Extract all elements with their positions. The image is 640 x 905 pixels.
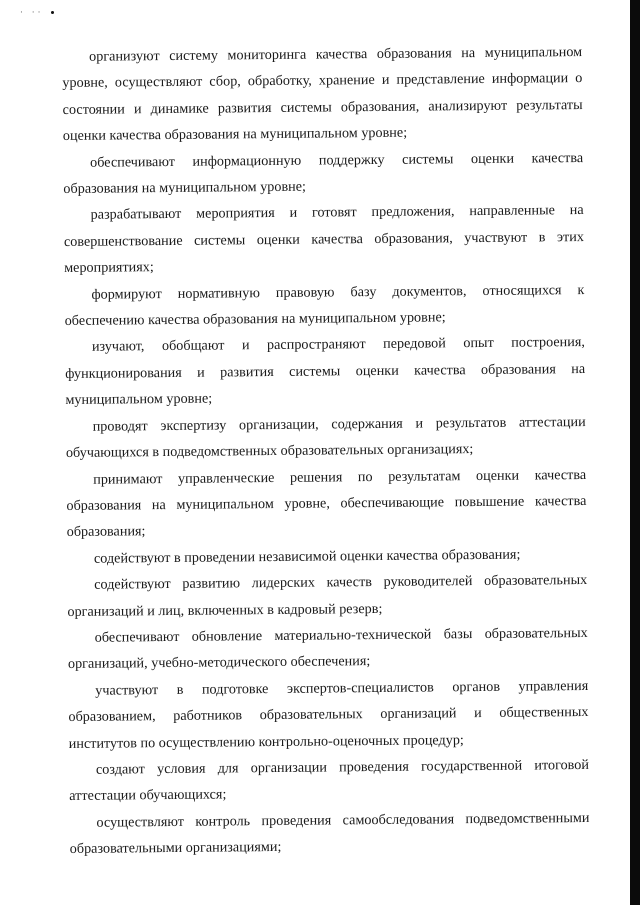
paragraph-2: обеспечивают информационную поддержку системы оценки качества образования на муниципальном уровне; — [63, 149, 584, 198]
paragraph-11: участвуют в подготовке экспертов-специалистов органов управления образованием, работников образовательных организаций и общественных институтов по осуществлению контрольно-оценочных процедур; — [68, 677, 589, 752]
paragraph-13: осуществляют контроль проведения самообследования подведомственными образовательными организациями; — [69, 809, 590, 858]
paragraph-8: содействуют в проведении независимой оценки качества образования; — [93, 546, 521, 567]
paragraph-5: изучают, обобщают и распространяют передовой опыт построения, функционирования и развития системы оценки качества образования на муниципальном уровне; — [65, 334, 586, 409]
paragraph-6: проводят экспертизу организации, содержания и результатов аттестации обучающихся в подведомственных образовательных организациях; — [65, 413, 586, 462]
scan-artifact-dot — [51, 11, 54, 14]
paragraph-1: организуют систему мониторинга качества образования на муниципальном уровне, осуществляют сбор, обработку, хранение и представление информации о состоянии и динамике развития системы образования, анализируют результаты оценки качества образования на муниципальном уровне; — [62, 44, 583, 145]
paragraph-9: содействуют развитию лидерских качеств руководителей образовательных организаций и лиц, включенных в кадровый резерв; — [67, 572, 588, 620]
paragraph-12: создают условия для организации проведения государственной итоговой аттестации обучающихся; — [69, 756, 590, 805]
scan-artifact-marks: · ·· — [20, 8, 44, 18]
paragraph-7: принимают управленческие решения по результатам оценки качества образования на муниципальном уровне, обеспечивающие повышение качества образования; — [66, 466, 587, 541]
paragraph-4: формируют нормативную правовую базу документов, относящихся к обеспечению качества образования на муниципальном уровне; — [64, 281, 585, 330]
paragraph-3: разрабатывают мероприятия и готовят предложения, направленные на совершенствование системы оценки качества образования, участвуют в этих мероприятиях; — [63, 202, 584, 277]
document-body — [62, 39, 590, 863]
paragraph-10: обеспечивают обновление материально-технической базы образовательных организаций, учебно-методического обеспечения; — [67, 624, 588, 673]
scan-dark-edge — [630, 0, 640, 905]
